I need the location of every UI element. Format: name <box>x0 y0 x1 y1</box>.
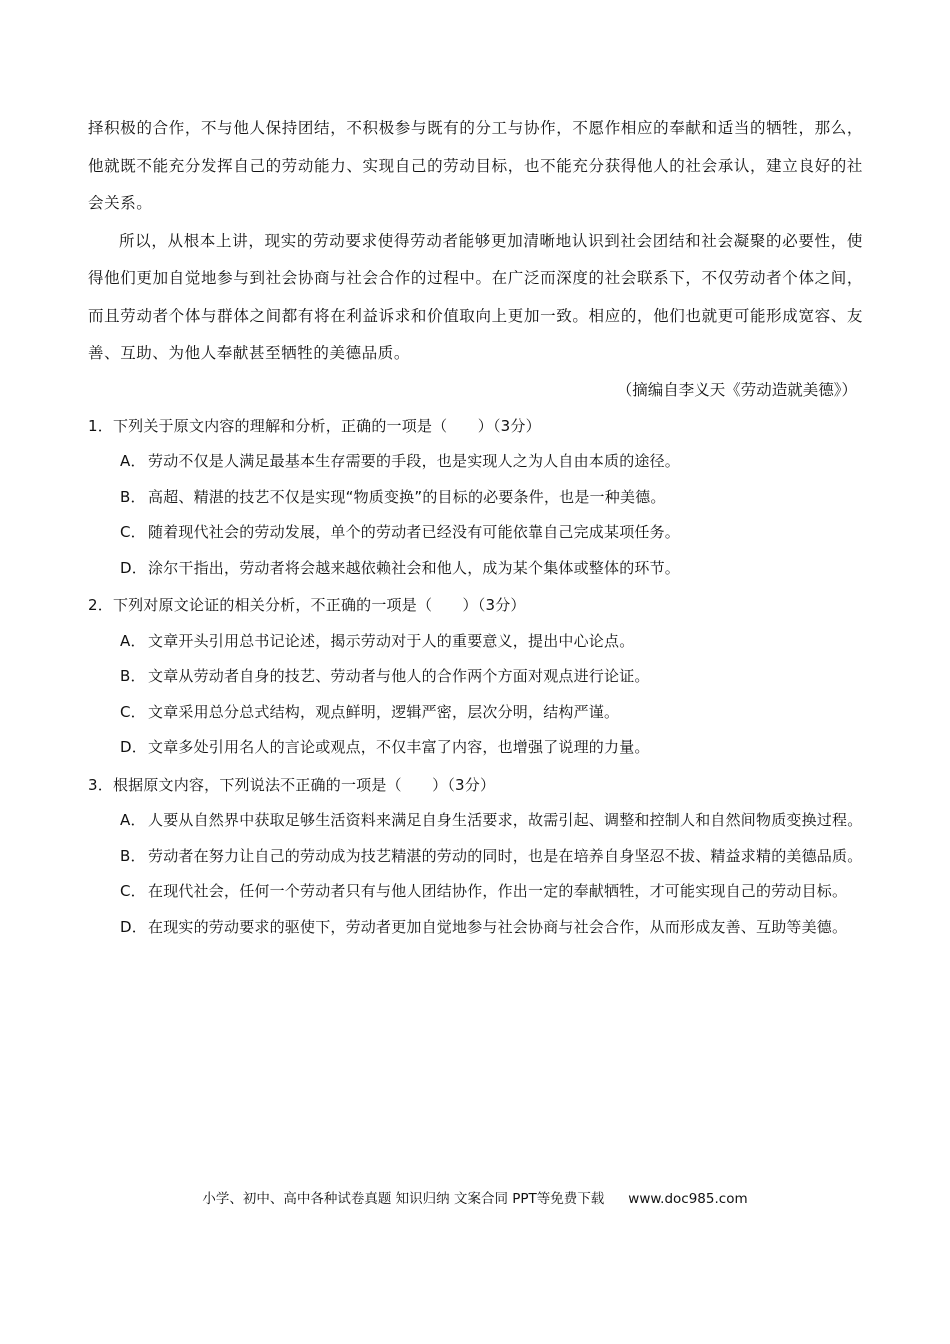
option-letter: B． <box>120 487 146 506</box>
option-b[interactable] <box>88 480 863 516</box>
option-d[interactable] <box>88 551 863 587</box>
option-text: 在现实的劳动要求的驱使下，劳动者更加自觉地参与社会协商与社会合作，从而形成友善、互助等美德。 <box>148 917 848 936</box>
option-text: 随着现代社会的劳动发展，单个的劳动者已经没有可能依靠自己完成某项任务。 <box>148 523 681 541</box>
question-stem: 3．根据原文内容，下列说法不正确的一项是（ ）（3分） <box>88 775 496 794</box>
option-a[interactable] <box>88 624 863 660</box>
document-page <box>88 110 863 945</box>
option-text: 文章采用总分总式结构，观点鲜明，逻辑严密，层次分明，结构严谨。 <box>148 702 620 721</box>
option-b[interactable] <box>88 659 863 695</box>
passage-paragraph-2: 所以，从根本上讲，现实的劳动要求使得劳动者能够更加清晰地认识到社会团结和社会凝聚的必要性，使得他们更加自觉地参与到社会协商与社会合作的过程中。在广泛而深度的社会联系下，不仅劳动者个体之间，而且劳动者个体与群体之间都有将在利益诉求和价值取向上更加一致。相应的，他们也就更可能形成宽容、友善、互助、为他人奉献甚至牺牲的美德品质。 <box>88 231 863 362</box>
option-text: 劳动不仅是人满足最基本生存需要的手段，也是实现人之为人自由本质的途径。 <box>148 452 681 470</box>
question-1 <box>88 409 863 587</box>
option-c[interactable] <box>88 515 863 551</box>
question-3 <box>88 768 863 946</box>
option-letter: C． <box>120 882 146 900</box>
option-text: 人要从自然界中获取足够生活资料来满足自身生活要求，故需引起、调整和控制人和自然间物质变换过程。 <box>148 811 863 829</box>
option-letter: B． <box>120 667 146 685</box>
option-text: 涂尔干指出，劳动者将会越来越依赖社会和他人，成为某个集体或整体的环节。 <box>148 558 681 577</box>
question-stem: 2．下列对原文论证的相关分析，不正确的一项是（ ）（3分） <box>88 596 526 614</box>
option-text: 文章多处引用名人的言论或观点，不仅丰富了内容，也增强了说理的力量。 <box>148 738 650 756</box>
option-letter: D． <box>120 917 147 936</box>
option-a[interactable] <box>88 803 863 839</box>
question-2 <box>88 588 863 766</box>
option-d[interactable] <box>88 730 863 766</box>
option-letter: C． <box>120 702 146 721</box>
footer-text: 小学、初中、高中各种试卷真题 知识归纳 文案合同 PPT等免费下载 <box>202 1191 605 1207</box>
passage-paragraph-1: 择积极的合作，不与他人保持团结，不积极参与既有的分工与协作，不愿作相应的奉献和适当的牺牲，那么，他就既不能充分发挥自己的劳动能力、实现自己的劳动目标，也不能充分获得他人的社会承认，建立良好的社会关系。 <box>88 119 863 212</box>
option-c[interactable] <box>88 874 863 910</box>
question-stem: 1．下列关于原文内容的理解和分析，正确的一项是（ ）（3分） <box>88 416 541 435</box>
option-text: 文章从劳动者自身的技艺、劳动者与他人的合作两个方面对观点进行论证。 <box>148 667 650 685</box>
option-text: 文章开头引用总书记论述，揭示劳动对于人的重要意义，提出中心论点。 <box>148 631 635 650</box>
page-footer <box>0 1187 950 1207</box>
option-letter: D． <box>120 558 147 577</box>
option-letter: B． <box>120 846 146 865</box>
option-text: 劳动者在努力让自己的劳动成为技艺精湛的劳动的同时，也是在培养自身坚忍不拔、精益求精的美德品质。 <box>148 846 863 865</box>
option-d[interactable] <box>88 910 863 946</box>
option-letter: C． <box>120 523 146 541</box>
option-a[interactable] <box>88 444 863 480</box>
option-letter: A． <box>120 811 146 829</box>
option-b[interactable] <box>88 839 863 875</box>
option-letter: D． <box>120 738 147 756</box>
option-text: 在现代社会，任何一个劳动者只有与他人团结协作，作出一定的奉献牺牲，才可能实现自己的劳动目标。 <box>148 882 848 900</box>
option-text: 高超、精湛的技艺不仅是实现“物质变换”的目标的必要条件，也是一种美德。 <box>148 487 666 506</box>
footer-url-link[interactable]: www.doc985.com <box>628 1191 748 1207</box>
option-letter: A． <box>120 452 146 470</box>
option-letter: A． <box>120 631 146 650</box>
passage-source: （摘编自李义天《劳动造就美德》） <box>616 380 857 399</box>
option-c[interactable] <box>88 695 863 731</box>
